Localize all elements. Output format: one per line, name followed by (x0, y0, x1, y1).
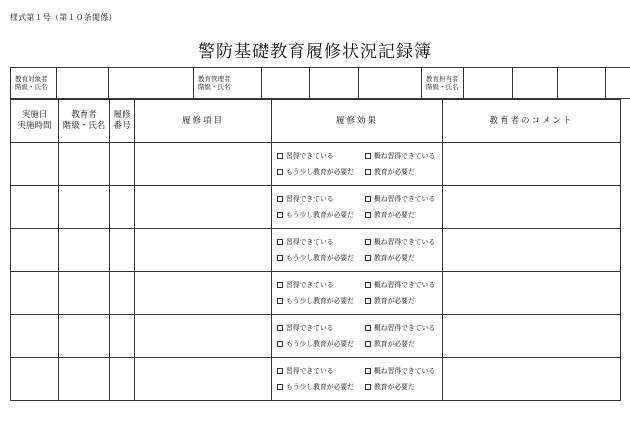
option-mostly-mastered[interactable] (365, 238, 435, 247)
header-educator (59, 100, 110, 143)
option-needs-education-label: 教育が必要だ (374, 253, 415, 262)
option-mostly-mastered[interactable] (365, 367, 435, 376)
option-needs-more[interactable] (277, 297, 365, 306)
option-needs-more-label: もう少し教育が必要だ (286, 210, 354, 219)
effect-cell (272, 143, 443, 186)
info-table (10, 67, 630, 99)
date-cell[interactable] (11, 143, 59, 186)
checkbox-icon[interactable] (277, 153, 283, 159)
date-cell[interactable] (11, 315, 59, 358)
manager-label (194, 68, 262, 99)
table-row (11, 229, 621, 272)
items-cell[interactable] (135, 315, 272, 358)
checkbox-icon[interactable] (277, 212, 283, 218)
option-needs-more-label: もう少し教育が必要だ (286, 339, 354, 348)
checkbox-icon[interactable] (365, 196, 371, 202)
option-mastered-label: 習得できている (286, 366, 334, 375)
effect-line-1 (277, 277, 442, 293)
instructor-label-line2: 階級・氏名 (426, 83, 459, 91)
number-cell[interactable] (110, 315, 135, 358)
number-cell[interactable] (110, 143, 135, 186)
educator-cell[interactable] (59, 229, 110, 272)
number-cell[interactable] (110, 358, 135, 401)
instructor-label (422, 68, 464, 99)
option-mastered-label: 習得できている (286, 194, 334, 203)
comment-cell[interactable] (443, 229, 621, 272)
table-row (11, 272, 621, 315)
option-needs-education-label: 教育が必要だ (374, 382, 415, 391)
option-needs-education[interactable] (365, 383, 415, 392)
manager-field-3[interactable] (359, 68, 422, 99)
option-needs-more-label: もう少し教育が必要だ (286, 167, 354, 176)
number-cell[interactable] (110, 229, 135, 272)
effect-line-2 (277, 379, 442, 395)
comment-cell[interactable] (443, 358, 621, 401)
option-mostly-mastered-label: 概ね習得できている (374, 280, 436, 289)
header-comment: 教育者のコメント (443, 100, 621, 143)
option-needs-more[interactable] (277, 168, 365, 177)
target-label (11, 68, 57, 99)
educator-cell[interactable] (59, 272, 110, 315)
option-needs-more[interactable] (277, 340, 365, 349)
instructor-field-3[interactable] (558, 68, 606, 99)
effect-line-2 (277, 164, 442, 180)
page-title: 警防基礎教育履修状況記録簿 (198, 42, 432, 62)
items-cell[interactable] (135, 186, 272, 229)
option-mostly-mastered-label: 概ね習得できている (374, 194, 436, 203)
option-mostly-mastered[interactable] (365, 195, 435, 204)
educator-cell[interactable] (59, 315, 110, 358)
table-row (11, 358, 621, 401)
checkbox-icon[interactable] (277, 196, 283, 202)
option-mostly-mastered-label: 概ね習得できている (374, 151, 436, 160)
effect-cell (272, 186, 443, 229)
comment-cell[interactable] (443, 272, 621, 315)
instructor-field-1[interactable] (464, 68, 513, 99)
effect-cell (272, 229, 443, 272)
checkbox-icon[interactable] (365, 298, 371, 304)
items-cell[interactable] (135, 143, 272, 186)
checkbox-icon[interactable] (365, 239, 371, 245)
manager-field-1[interactable] (262, 68, 310, 99)
option-mastered-label: 習得できている (286, 323, 334, 332)
option-mostly-mastered[interactable] (365, 152, 435, 161)
checkbox-icon[interactable] (365, 282, 371, 288)
checkbox-icon[interactable] (277, 325, 283, 331)
record-body (11, 143, 621, 401)
checkbox-icon[interactable] (277, 298, 283, 304)
items-cell[interactable] (135, 358, 272, 401)
checkbox-icon[interactable] (365, 153, 371, 159)
manager-label-line2: 階級・氏名 (198, 83, 231, 91)
date-cell[interactable] (11, 272, 59, 315)
header-effect: 履修効果 (272, 100, 443, 143)
checkbox-icon[interactable] (365, 169, 371, 175)
checkbox-icon[interactable] (277, 169, 283, 175)
option-mastered-label: 習得できている (286, 280, 334, 289)
option-mastered[interactable] (277, 238, 365, 247)
number-cell[interactable] (110, 272, 135, 315)
instructor-field-4[interactable] (606, 68, 630, 99)
target-label-line1: 教育対象者 (15, 75, 48, 83)
effect-line-2 (277, 336, 442, 352)
number-cell[interactable] (110, 186, 135, 229)
option-needs-more[interactable] (277, 254, 365, 263)
effect-cell (272, 315, 443, 358)
checkbox-icon[interactable] (365, 325, 371, 331)
effect-line-2 (277, 293, 442, 309)
instructor-label-line1: 教育担当者 (426, 75, 459, 83)
option-needs-education[interactable] (365, 297, 415, 306)
header-educator-line1: 教育者 (71, 110, 97, 120)
option-mastered[interactable] (277, 367, 365, 376)
option-mastered[interactable] (277, 152, 365, 161)
effect-line-1 (277, 234, 442, 250)
checkbox-icon[interactable] (365, 212, 371, 218)
target-label-line2: 階級・氏名 (15, 83, 48, 91)
comment-cell[interactable] (443, 143, 621, 186)
items-cell[interactable] (135, 229, 272, 272)
option-mastered-label: 習得できている (286, 151, 334, 160)
option-mostly-mastered-label: 概ね習得できている (374, 237, 436, 246)
option-needs-education[interactable] (365, 168, 415, 177)
instructor-field-2[interactable] (513, 68, 558, 99)
checkbox-icon[interactable] (277, 384, 283, 390)
option-mastered[interactable] (277, 195, 365, 204)
option-mastered[interactable] (277, 324, 365, 333)
option-mostly-mastered-label: 概ね習得できている (374, 323, 436, 332)
table-row (11, 315, 621, 358)
option-mostly-mastered[interactable] (365, 281, 435, 290)
header-date (11, 100, 59, 143)
effect-line-2 (277, 207, 442, 223)
effect-line-1 (277, 191, 442, 207)
target-field-1[interactable] (57, 68, 109, 99)
header-number-line2: 番号 (113, 121, 131, 131)
option-needs-more-label: もう少し教育が必要だ (286, 253, 354, 262)
checkbox-icon[interactable] (365, 255, 371, 261)
checkbox-icon[interactable] (277, 282, 283, 288)
comment-cell[interactable] (443, 186, 621, 229)
checkbox-icon[interactable] (365, 341, 371, 347)
option-needs-education[interactable] (365, 340, 415, 349)
date-cell[interactable] (11, 358, 59, 401)
date-cell[interactable] (11, 229, 59, 272)
effect-line-1 (277, 363, 442, 379)
option-needs-more[interactable] (277, 383, 365, 392)
option-needs-more-label: もう少し教育が必要だ (286, 382, 354, 391)
option-needs-education-label: 教育が必要だ (374, 210, 415, 219)
checkbox-icon[interactable] (277, 368, 283, 374)
option-needs-education-label: 教育が必要だ (374, 339, 415, 348)
date-cell[interactable] (11, 186, 59, 229)
effect-cell (272, 272, 443, 315)
option-needs-more-label: もう少し教育が必要だ (286, 296, 354, 305)
manager-field-2[interactable] (310, 68, 359, 99)
record-table (10, 99, 621, 401)
option-needs-education-label: 教育が必要だ (374, 296, 415, 305)
option-needs-education[interactable] (365, 211, 415, 220)
header-date-line1: 実施日 (21, 110, 48, 120)
form-number: 様式第１号（第１０条関係） (10, 13, 117, 22)
option-needs-more[interactable] (277, 211, 365, 220)
option-mostly-mastered-label: 概ね習得できている (374, 366, 436, 375)
table-row (11, 143, 621, 186)
items-cell[interactable] (135, 272, 272, 315)
educator-cell[interactable] (59, 358, 110, 401)
header-date-line2: 実施時間 (17, 121, 52, 131)
checkbox-icon[interactable] (277, 239, 283, 245)
option-needs-education[interactable] (365, 254, 415, 263)
table-row (11, 186, 621, 229)
educator-cell[interactable] (59, 186, 110, 229)
checkbox-icon[interactable] (277, 255, 283, 261)
header-number (110, 100, 135, 143)
manager-label-line1: 教育管理者 (198, 75, 231, 83)
checkbox-icon[interactable] (365, 368, 371, 374)
target-field-2[interactable] (109, 68, 194, 99)
header-items: 履修項目 (135, 100, 272, 143)
educator-cell[interactable] (59, 143, 110, 186)
checkbox-icon[interactable] (365, 384, 371, 390)
header-educator-line2: 階級・氏名 (62, 121, 106, 131)
header-number-line1: 履修 (113, 110, 131, 120)
comment-cell[interactable] (443, 315, 621, 358)
effect-cell (272, 358, 443, 401)
effect-line-1 (277, 320, 442, 336)
option-mastered-label: 習得できている (286, 237, 334, 246)
option-needs-education-label: 教育が必要だ (374, 167, 415, 176)
option-mastered[interactable] (277, 281, 365, 290)
effect-line-1 (277, 148, 442, 164)
effect-line-2 (277, 250, 442, 266)
option-mostly-mastered[interactable] (365, 324, 435, 333)
checkbox-icon[interactable] (277, 341, 283, 347)
